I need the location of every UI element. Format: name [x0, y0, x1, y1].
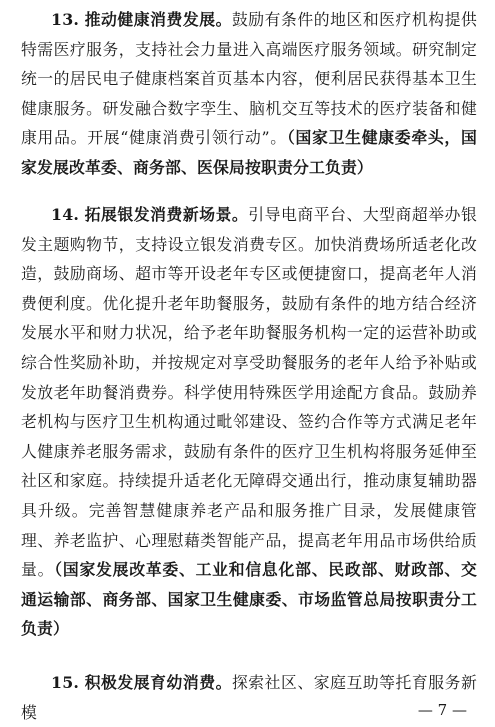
- page-footer: [0, 700, 495, 720]
- section-13-paragraph: [21, 5, 477, 183]
- page-number: — 7 —: [417, 701, 467, 719]
- section-13-body: 鼓励有条件的地区和医疗机构提供特需医疗服务，支持社会力量进入高端医疗服务领域。研究制定统一的居民电子健康档案首页基本内容，便利居民获得基本卫生健康服务。研发融合数字孪生、脑机交互等技术的医疗装备和健康用品。开展“健康消费引领行动”。: [21, 10, 477, 148]
- section-14-body: 引导电商平台、大型商超举办银发主题购物节，支持设立银发消费专区。加快消费场所适老化改造，鼓励商场、超市等开设老年专区或便捷窗口，提高老年人消费便利度。优化提升老年助餐服务，鼓励有条件的地方结合经济发展水平和财力状况，给予老年助餐服务机构一定的运营补助或综合性奖励补助，并按规定对享受助餐服务的老年人给予补贴或发放老年助餐消费券。科学使用特殊医学用途配方食品。鼓励养老机构与医疗卫生机构通过毗邻建设、签约合作等方式满足老年人健康养老服务需求，鼓励有条件的医疗卫生机构将服务延伸至社区和家庭。持续提升适老化无障碍交通出行，推动康复辅助器具升级。完善智慧健康养老产品和服务推广目录，发展健康管理、养老监护、心理慰藉类智能产品，提高老年用品市场供给质量。: [21, 205, 477, 580]
- section-14-heading: 拓展银发消费新场景。: [84, 205, 249, 224]
- section-14-lead-agencies: （国家发展改革委、工业和信息化部、民政部、财政部、交通运输部、商务部、国家卫生健康委、市场监管总局按职责分工负责）: [21, 560, 477, 639]
- section-13-heading: 推动健康消费发展。: [84, 10, 232, 29]
- section-14-number: 14.: [51, 205, 80, 224]
- section-14-paragraph: [21, 200, 477, 644]
- section-15-body: 探索社区、家庭互助等托育服务新模: [21, 673, 477, 722]
- section-13-number: 13.: [51, 10, 80, 29]
- section-13-lead-agencies: （国家卫生健康委牵头，国家发展改革委、商务部、医保局按职责分工负责）: [21, 128, 477, 177]
- section-15-number: 15.: [51, 673, 80, 692]
- section-15-heading: 积极发展育幼消费。: [84, 673, 232, 692]
